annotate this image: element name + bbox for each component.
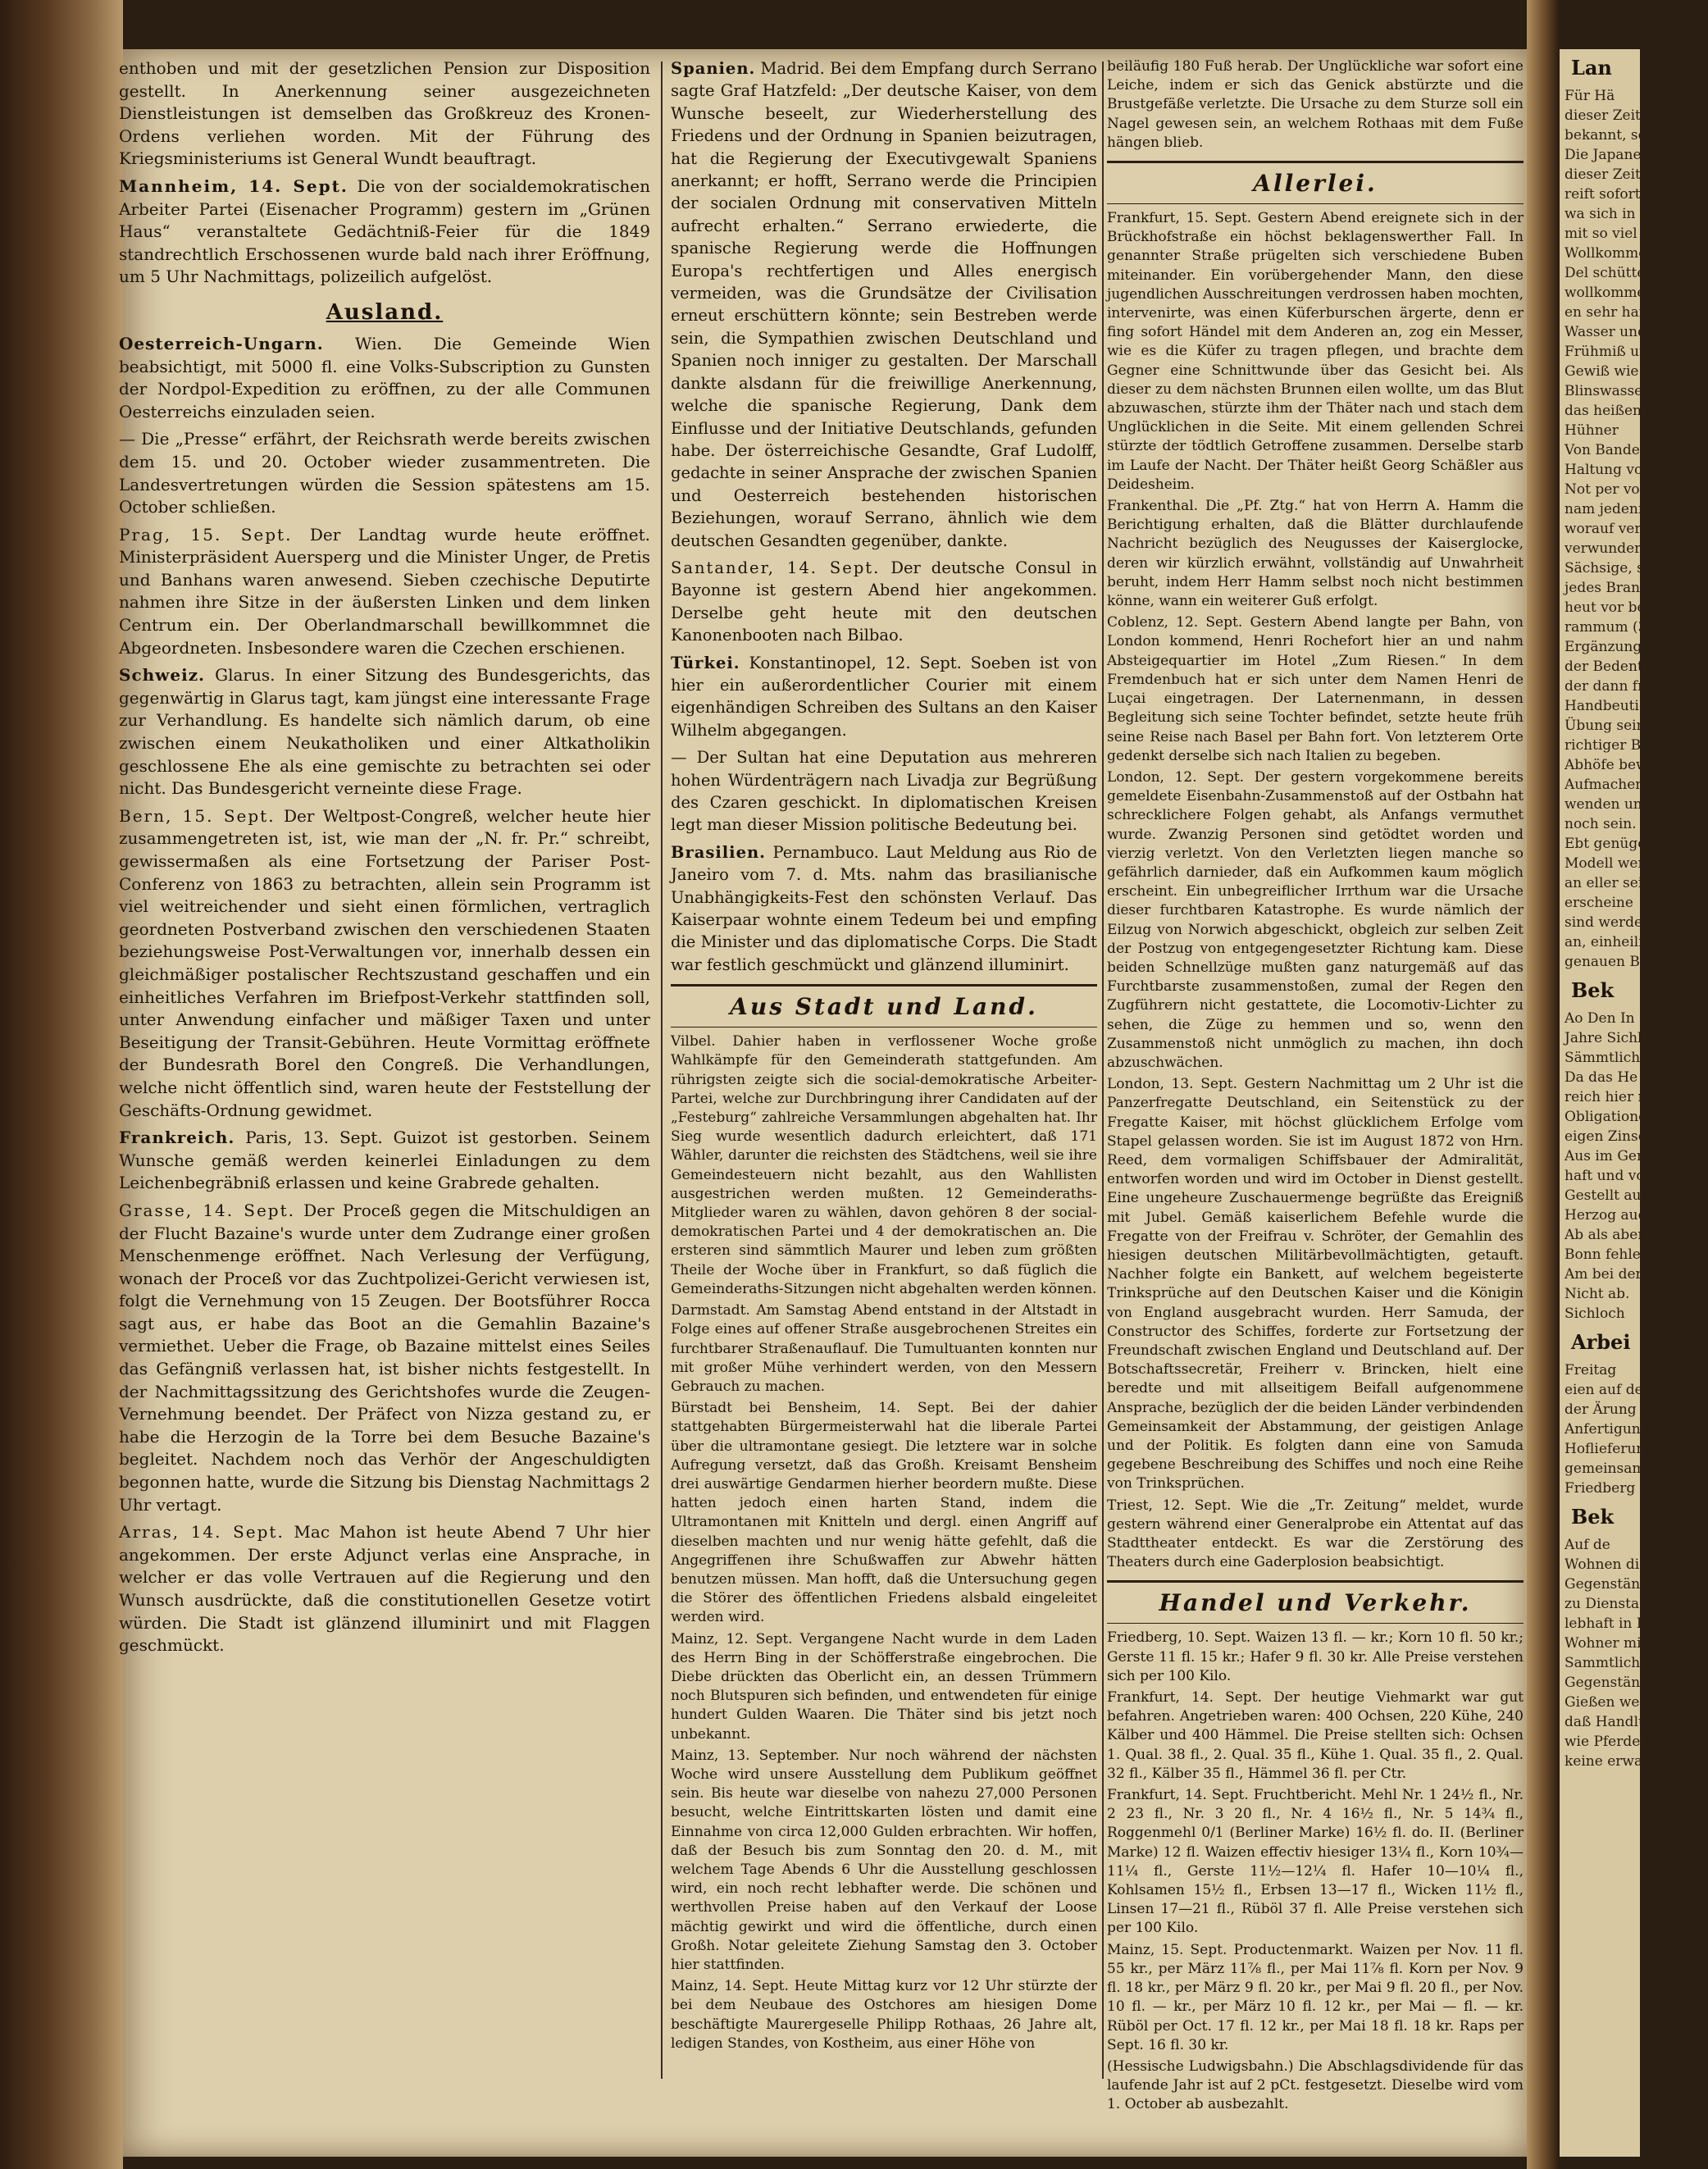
country-heading: Türkei. [671, 653, 740, 672]
article-text: Konstantinopel, 12. Sept. Soeben ist von hier ein außerordentlicher Courier mit einem eigenhändigen Schreiben des Sultans an den Kaiser Wilhelm abgegangen. [671, 653, 1097, 740]
column-divider [1102, 62, 1104, 2079]
section-rule [1107, 203, 1524, 204]
adjacent-page-heading: Bek [1571, 1505, 1615, 1529]
adjacent-page-line: Die Japanese [1565, 147, 1657, 163]
article [119, 805, 650, 1122]
adjacent-page-text [1560, 1009, 1689, 1324]
adjacent-page-line: mit so viel Wa [1565, 226, 1664, 242]
adjacent-page-line: Sämmtlich zur [1565, 1050, 1668, 1066]
local-news-item: beiläufig 180 Fuß herab. Der Unglückliche war sofort eine Leiche, indem er sich das Genick abstürzte und die Brustgefäße verletzte. Die Ursache zu dem Sturze soll ein Nagel gewesen sein, an welchem Rothaas mit dem Fuße hängen blieb. [1107, 58, 1524, 151]
adjacent-page-text [1560, 86, 1708, 972]
adjacent-page-edge [1560, 49, 1708, 2157]
article [671, 841, 1097, 976]
country-heading: Frankreich. [119, 1128, 235, 1148]
adjacent-page-line: Del schüttet. [1565, 265, 1656, 281]
adjacent-page-line: Blinswasser hat [1565, 383, 1677, 399]
adjacent-page-line: Anfertigung [1565, 1421, 1650, 1438]
adjacent-page-line: Sächsige, sowohl [1565, 560, 1687, 576]
misc-news-item: London, 12. Sept. Der gestern vorgekommene bereits gemeldete Eisenbahn-Zusammenstoß auf der Ostbahn hat schrecklichere Folgen gehabt, als Anfangs vermuthet wurde. Zwanzig Personen sind getödtet worden und vierzig verletzt. Von den Verletzten liegen manche so gefährlich darnieder, daß ein Aufkommen kaum möglich erscheint. Ein unbegreiflicher Irrthum war die Ursache dieser furchtbaren Katastrophe. Es wurde nämlich der Eilzug von Norwich abgeschickt, obgleich zur selben Zeit der Postzug von entgegengesetzter Richtung kam. Diese beiden Schnellzüge mußten ganz naturgemäß auf das Furchtbarste zusammenstoßen, zumal der Regen den Zugführern nicht gestattete, die Locomotiv-Lichter zu sehen, die Züge zu hemmen und so, wenn den Zusammenstoß nicht unmöglich zu machen, ihn doch abzuschwächen. [1107, 768, 1524, 1071]
misc-news-item: London, 13. Sept. Gestern Nachmittag um 2 Uhr ist die Panzerfregatte Deutschland, ein Seitenstück zu der Fregatte Kaiser, mit höchst glücklichem Erfolge vom Stapel gelassen worden. Sie ist im August 1872 von Hrn. Reed, dem vormaligen Schiffsbauer der Admiralität, entworfen worden und wird im October in Dienst gestellt. Eine ungeheure Zuschauermenge begrüßte das Ereigniß mit Jubel. Gemäß kaiserlichem Befehle wurde die Fregatte von der Freifrau v. Schröter, der Gemahlin des hiesigen deutschen Militärbevollmächtigten, getauft. Nachher folgte ein Bankett, auf welchem begeisterte Trinksprüche auf den Deutschen Kaiser und die Königin von England ausgebracht wurden. Herr Samuda, der Constructor des Schiffes, forderte zur Fortsetzung der Freundschaft zwischen England und Deutschland auf. Der Botschaftssecretär, Freiherr v. Brincken, hielt eine beredte und mit allseitigem Beifall aufgenommene Ansprache, bezüglich der die beiden Länder verbindenden Gemeinsamkeit der Abstammung, der geistigen Anlage und der Politik. Es folgten dann eine von Samuda gegebene Beschreibung des Schiffes und noch eine Reihe von Trinksprüchen. [1107, 1076, 1524, 1492]
article-text: Wien. Die Gemeinde Wien beabsichtigt, mit 5000 fl. eine Volks-Subscription zu Gunsten der Nordpol-Expedition zu eröffnen, zu der alle Communen Oesterreichs einzuladen seien. [119, 333, 650, 421]
adjacent-page-line: Hühner [1565, 422, 1619, 439]
article-dateline: Santander, 14. Sept. [671, 558, 881, 577]
column-divider [661, 62, 663, 2079]
section-rule [1107, 1623, 1524, 1624]
adjacent-page-heading: Arbei [1571, 1330, 1631, 1354]
adjacent-page-line: Aufmachen [1565, 777, 1645, 793]
adjacent-page-line: sind werden, [1565, 914, 1656, 931]
adjacent-page-heading: Bek [1571, 978, 1615, 1002]
adjacent-page-line: verwundert, ir [1565, 540, 1667, 557]
adjacent-page-line: worauf vermwe [1565, 521, 1675, 537]
local-news-item: Mainz, 13. September. Nur noch während der nächsten Woche wird unsere Ausstellung dem Publikum geöffnet sein. Bis heute war dieselbe von nahezu 27,000 Personen besucht, welche Eintrittskarten lösten und damit eine Einnahme von circa 12,000 Gulden erbrachten. Wir hoffen, daß der Besuch bis zum Sonntag den 20. d. M., mit welchem Tage Abends 6 Uhr die Ausstellung geschlossen wird, ein noch recht lebhafter werde. Die schönen und werthvollen Preise haben auf den Verkauf der Loose mächtig gewirkt und wird die öffentliche, durch einen Großh. Notar geleitete Ziehung Samstag den 3. October hier stattfinden. [671, 1747, 1097, 1973]
adjacent-page-line: wollkommen ge [1565, 285, 1676, 301]
article [119, 1521, 650, 1657]
adjacent-page-line: Sichloch [1565, 1306, 1625, 1322]
adjacent-page-line: Aus im Gemeinde [1565, 1148, 1689, 1164]
country-heading: Brasilien. [671, 842, 766, 862]
country-heading: Spanien. [671, 59, 756, 78]
adjacent-page-line: Jahre Sichloch [1565, 1030, 1668, 1046]
adjacent-page-line: wie Pferde und [1565, 1734, 1672, 1750]
adjacent-page-line: genauen Beh [1565, 954, 1657, 970]
adjacent-page-line: reich hier m [1565, 1089, 1651, 1105]
adjacent-page-line: Wasser und [1565, 324, 1647, 340]
adjacent-page-line: noch sein. [1565, 816, 1637, 832]
adjacent-page-line: nam jedenfall [1565, 501, 1661, 517]
misc-news-item: Coblenz, 12. Sept. Gestern Abend langte per Bahn, von London kommend, Henri Rochefort hier an und nahm Absteigequartier im Hotel „Zum Riesen.“ In dem Fremdenbuch hat er sich unter dem Namen Henri de Luçai eingetragen. Der Laternenmann, in dessen Begleitung sich seine Tochter befindet, setzte heute früh seine Reise nach Basel per Bahn fort. Von letzterem Orte gedenkt derselbe sich nach Italien zu begeben. [1107, 614, 1524, 764]
misc-news-item: Frankenthal. Die „Pf. Ztg.“ hat von Herrn A. Hamm die Berichtigung erhalten, daß die Blätter durchlaufende Nachricht bezüglich des Neugusses der Kaiserglocke, deren wir kürzlich erwähnt, vollständig auf Unwahrheit beruht, indem Herr Hamm selbst noch nicht bestimmen könne, wann ein weiterer Guß erfolgt. [1107, 498, 1524, 610]
book-binding [0, 0, 123, 2169]
article-text: Der deutsche Consul in Bayonne ist gestern Abend hier angekommen. Derselbe geht heute mit den deutschen Kanonenbooten nach Bilbao. [671, 558, 1098, 645]
adjacent-page-line: Frühmiß und [1565, 344, 1657, 360]
misc-news-item: Triest, 12. Sept. Wie die „Tr. Zeitung“ meldet, wurde gestern während einer Generalprobe ein Attentat auf das Stadttheater entdeckt. Es war die Zerstörung des Theaters durch eine Gaderplosion beabsichtigt. [1107, 1497, 1524, 1571]
market-report: Mainz, 15. Sept. Productenmarkt. Waizen per Nov. 11 fl. 55 kr., per März 11⅞ fl., per Mai 11⅞ fl. Korn per Nov. 9 fl. 18 kr., per März 9 fl. 20 kr., per Mai 9 fl. 20 fl., per Nov. 10 fl. — kr., per März 10 fl. 12 kr., per Mai — fl. — kr. Rüböl per Oct. 17 fl. 12 kr., per Mai 18 fl. 18 kr. Raps per Sept. 16 fl. 30 kr. [1107, 1941, 1524, 2053]
adjacent-page-line: Haltung von [1565, 462, 1652, 478]
article [671, 57, 1097, 552]
adjacent-page-line: Modell werden [1565, 855, 1671, 872]
adjacent-page-line: daß Handlung [1565, 1714, 1665, 1730]
adjacent-page-line: Abhöfe bewesene [1565, 757, 1689, 773]
country-heading: Schweiz. [119, 665, 206, 686]
adjacent-page-line: Gewiß wie vielleicht [1565, 363, 1708, 380]
country-heading: Oesterreich-Ungarn. [119, 333, 324, 353]
adjacent-page-line: Hoflieferungs [1565, 1441, 1661, 1457]
adjacent-page-line: Am bei der [1565, 1266, 1642, 1283]
article [119, 333, 650, 423]
article-dateline: Arras, 14. Sept. [119, 1522, 285, 1542]
adjacent-page-line: Wohner mit s [1565, 1635, 1659, 1652]
article [119, 175, 650, 289]
column-2 [671, 57, 1097, 2087]
article [119, 1200, 650, 1516]
adjacent-page-line: Friedberg [1565, 1480, 1636, 1497]
article-text: Der Weltpost-Congreß, welcher heute hier zusammengetreten ist, ist, wie man der „N. fr. Pr.“ schreibt, gewissermaßen als eine Fortsetzung der Pariser Post-Conferenz von 1863 zu betrachten, allein sein Programm ist viel weitreichender und sieht einen förmlichen, vertraglich geordneten Postverband zwischen den verschiedenen Staaten beziehungsweise Post-Verwaltungen vor, innerhalb dessen ein gleichmäßiger postalischer Rechtszustand geschaffen und ein einheitliches Verfahren im Briefpost-Verkehr stattfinden soll, unter Anwendung einfacher und mäßiger Taxen und unter Beseitigung der Transit-Gebühren. Heute Vormittag eröffnete der Bundesrath Borel den Congreß. Die Verhandlungen, welche nicht öffentlich sind, waren heute der Feststellung der Geschäfts-Ordnung gewidmet. [119, 805, 651, 1120]
market-report: Frankfurt, 14. Sept. Fruchtbericht. Mehl Nr. 1 24½ fl., Nr. 2 23 fl., Nr. 3 20 fl., Nr. 4 16½ fl., Nr. 5 14¾ fl., Roggenmehl 0/1 (Berliner Marke) 16½ fl. do. II. (Berliner Marke) 12 fl. Waizen effectiv hiesiger 13¼ fl., Korn 10¾—11¼ fl., Gerste 11½—12¼ fl. Hafer 10—10¼ fl., Kohlsamen 15½ fl., Erbsen 13—17 fl., Wicken 11½ fl., Linsen 17—21 fl., Rüböl 37 fl. Alle Preise verstehen sich per 100 Kilo. [1107, 1787, 1524, 1937]
article-dateline: Bern, 15. Sept. [119, 805, 276, 826]
adjacent-page-line: dieser Zeitung [1565, 166, 1668, 183]
adjacent-page-line: Handbeutiges [1565, 698, 1664, 714]
article [671, 557, 1097, 647]
adjacent-page-line: Gestellt aus [1565, 1187, 1649, 1204]
adjacent-page-line: zu Dienstag [1565, 1596, 1648, 1612]
article-dateline: Grasse, 14. Sept. [119, 1200, 296, 1220]
adjacent-page-text [1560, 1535, 1685, 1771]
adjacent-page-line: Obligationen fre [1565, 1109, 1681, 1125]
adjacent-page-text [1560, 1360, 1665, 1498]
article [119, 664, 650, 800]
adjacent-page-line: Wollkommen ge [1565, 245, 1678, 262]
adjacent-page-line: der Ärung der [1565, 1401, 1665, 1418]
adjacent-page-heading: Lan [1571, 56, 1612, 80]
article-dateline: Prag, 15. Sept. [119, 524, 293, 545]
article-text: Madrid. Bei dem Empfang durch Serrano sagte Graf Hatzfeld: „Der deutsche Kaiser, von dem Wunsche beseelt, zur Wiederherstellung des Friedens und der Ordnung in Spanien beizutragen, hat die Regierung der Executivgewalt Spaniens anerkannt; er hofft, Serrano werde die Principien der socialen Ordnung mit conservativen Mitteln aufrecht erhalten.“ Serrano erwiederte, die spanische Regierung werde die Hoffnungen Europa's rechtfertigen und Alles energisch vermeiden, was die Grundsätze der Civilisation erneut erschüttern könnte; sein Bestreben werde sein, die Sympathien zwischen Deutschland und Spanien noch inniger zu gestalten. Der Marschall dankte alsdann für die freiwillige Anerkennung, welche die spanische Regierung, Dank dem Einflusse und der Initiative Deutschlands, gefunden habe. Der österreichische Gesandte, Graf Ludolff, gedachte in seiner Ansprache der zwischen Spanien und Oesterreich bestehenden historischen Beziehungen, worauf Serrano, ähnlich wie dem deutschen Gesandten gegenüber, dankte. [671, 59, 1097, 550]
local-news-item: Darmstadt. Am Samstag Abend entstand in der Altstadt in Folge eines auf offener Straße ausgebrochenen Streites ein furchtbarer Straßenauflauf. Die Tumultuanten konnten nur mit großer Mühe verhindert werden, von den Messern Gebrauch zu machen. [671, 1302, 1097, 1395]
adjacent-page-line: gemeinsame [1565, 1460, 1654, 1477]
adjacent-page-line: Da das He [1565, 1069, 1638, 1086]
adjacent-page-line: Von Bandestag [1565, 442, 1670, 458]
section-rule [1107, 1580, 1524, 1583]
adjacent-page-line: richtiger B [1565, 737, 1642, 754]
adjacent-page-line: Ergänzung und [1565, 639, 1674, 655]
section-rule [671, 984, 1097, 987]
article [119, 524, 650, 660]
adjacent-page-line: Sammtliche R [1565, 1655, 1664, 1671]
article-text: — Der Sultan hat eine Deputation aus mehreren hohen Würdenträgern nach Livadja zur Begrüßung des Czaren geschickt. In diplomatischen Kreisen legt man dieser Mission politische Bedeutung bei. [671, 748, 1097, 835]
adjacent-page-line: Übung seines [1565, 718, 1661, 734]
article-text: Die von der socialdemokratischen Arbeiter Partei (Eisenacher Programm) gestern im „Grünen Haus“ veranstaltete Gedächtniß-Feier für die 1849 standrechtlich Erschossenen wurde bald nach ihrer Eröffnung, um 5 Uhr Nachmittags, polizeilich aufgelöst. [119, 175, 650, 287]
article-text: Glarus. In einer Sitzung des Bundesgerichts, das gegenwärtig in Glarus tagt, kam jüngst eine interessante Frage zur Verhandlung. Es handelte sich nämlich darum, ob eine zwischen einem Neukatholiken und einer Altkatholikin geschlossene Ehe als eine gemischte zu betrachten sei oder nicht. Das Bundesgericht verneinte diese Frage. [119, 665, 651, 799]
adjacent-page-line: erscheine [1565, 895, 1633, 911]
adjacent-page-line: lebhaft in Lang [1565, 1615, 1673, 1632]
article-text: Pernambuco. Laut Meldung aus Rio de Janeiro vom 7. d. Mts. nahm das brasilianische Unabhängigkeits-Fest den schönsten Verlauf. Das Kaiserpaar wohnte einem Tedeum bei und empfing die Minister und das diplomatische Corps. Die Stadt war festlich geschmückt und glänzend illuminirt. [671, 842, 1097, 974]
article [119, 1127, 650, 1195]
local-news-item: Mainz, 14. Sept. Heute Mittag kurz vor 12 Uhr stürzte der bei dem Neubaue des Ostchores am hiesigen Dome beschäftigte Maurergeselle Philipp Rothaas, 26 Jahre alt, ledigen Standes, von Kostheim, aus einer Höhe von [671, 1978, 1097, 2052]
adjacent-page-line: Herzog auch vor [1565, 1207, 1683, 1223]
adjacent-page-line: haft und vor [1565, 1168, 1651, 1184]
section-heading-handel-und-verkehr: Handel und Verkehr. [1159, 1589, 1472, 1617]
section-heading-ausland: Ausland. [326, 299, 444, 325]
article [671, 652, 1097, 742]
market-report: Friedberg, 10. Sept. Waizen 13 fl. — kr.; Korn 10 fl. 50 kr.; Gerste 11 fl. 15 kr.; Hafer 9 fl. 30 kr. Alle Preise verstehen sich per 100 Kilo. [1107, 1629, 1524, 1684]
adjacent-page-line: dieser Zeitung [1565, 107, 1668, 124]
adjacent-page-line: Not per von [1565, 481, 1649, 498]
adjacent-page-line: der dann frankf [1565, 678, 1675, 695]
section-rule [1107, 161, 1524, 163]
section-rule [671, 1027, 1097, 1028]
adjacent-page-line: wa sich in die [1565, 206, 1662, 222]
adjacent-page-line: heut vor bestätigt [1565, 599, 1692, 616]
adjacent-page-line: jedes Branche [1565, 580, 1665, 596]
adjacent-page-line: Gegenstände zur [1565, 1576, 1685, 1593]
adjacent-page-line: Ebt genügen, [1565, 836, 1660, 852]
column-3 [1107, 57, 1524, 2113]
page-gutter [1527, 0, 1560, 2169]
section-heading-allerlei: Allerlei. [1253, 170, 1378, 198]
local-news-item: Vilbel. Dahier haben in verflossener Woche große Wahlkämpfe für den Gemeinderath stattgefunden. Am rührigsten zeigte sich die social-demokratische Arbeiter-Partei, welche zur Durchbringung ihrer Candidaten auf der „Festeburg“ zahlreiche Versammlungen abgehalten hat. Ihr Sieg wurde wesentlich dadurch erleichtert, daß 171 Wähler, darunter die reichsten des Städtchens, weil sie ihre Gemeindesteuern nicht bezahlt, aus den Wahllisten ausgestrichen werden mußten. 12 Gemeinderaths-Mitglieder waren zu wählen, davon gehören 8 der social-demokratischen Partei und 4 der demokratischen an. Die ersteren sind sämmtlich Maurer und leben zum größten Theile der Woche über in Frankfurt, so daß füglich die Gemeinderaths-Sitzungen nicht abgehalten werden können. [671, 1033, 1097, 1297]
market-report: Frankfurt, 14. Sept. Der heutige Viehmarkt war gut befahren. Angetrieben waren: 400 Ochsen, 220 Kühe, 240 Kälber und 400 Hämmel. Die Preise stellten sich: Ochsen 1. Qual. 38 fl., 2. Qual. 35 fl., Kühe 1. Qual. 35 fl., 2. Qual. 32 fl., Kälber 35 fl., Hämmel 36 fl. per Ctr. [1107, 1689, 1524, 1782]
article-text: Mac Mahon ist heute Abend 7 Uhr hier angekommen. Der erste Adjunct verlas eine Ansprache, in welcher er das volle Vertrauen auf die Regierung und den Wunsch ausdrückte, daß die constitutionellen Gesetze votirt würden. Die Stadt ist glänzend illuminirt und mit Flaggen geschmückt. [119, 1522, 650, 1656]
adjacent-page-line: Für Hä [1565, 88, 1615, 104]
adjacent-page-line: Ao Den In [1565, 1010, 1635, 1027]
adjacent-page-line: Wohnen die 21 [1565, 1556, 1670, 1573]
section-heading-stadt-und-land: Aus Stadt und Land. [730, 993, 1038, 1021]
adjacent-page-line: an eller sein [1565, 875, 1652, 891]
adjacent-page-line: en sehr hart [1565, 304, 1651, 321]
adjacent-page-line: bekannt, sofort [1565, 127, 1673, 144]
adjacent-page-line: eigen Zinsen [1565, 1128, 1656, 1145]
local-news-item: Bürstadt bei Bensheim, 14. Sept. Bei der dahier stattgehabten Bürgermeisterwahl hat die liberale Partei über die ultramontane gesiegt. Die letztere war in solche Aufregung versetzt, daß das Großh. Kreisamt Bensheim drei auswärtige Gendarmen hierher beordern mußte. Diese hatten jedoch einen harten Stand, indem die Ultramontanen mit Knitteln und dergl. einen Angriff auf dieselben machten und nur wenig hätte gefehlt, daß die Angegriffenen ihre Schußwaffen zur Abwehr hätten benutzen müssen. Man hofft, daß die Untersuchung gegen die Störer des öffentlichen Friedens alsbald eingeleitet werden wird. [671, 1400, 1097, 1626]
article-text: Der Landtag wurde heute eröffnet. Ministerpräsident Auersperg und die Minister Unger, de Pretis und Banhans waren anwesend. Sieben czechische Deputirte nahmen ihre Sitze in der äußersten Linken und dem linken Centrum ein. Der Oberlandmarschall bewillkommnet die Abgeordneten. Insbesondere waren die Czechen erschienen. [119, 524, 650, 658]
column-1 [119, 57, 650, 2087]
adjacent-page-line: Gießen werde [1565, 1694, 1664, 1711]
adjacent-page-line: das heißen B [1565, 403, 1656, 419]
article-text: Paris, 13. Sept. Guizot ist gestorben. Seinem Wunsche gemäß werden keinerlei Einladungen zu dem Leichenbegräbniß erlassen und keine Grabrede gehalten. [119, 1128, 650, 1193]
adjacent-page-line: Gegenstände K [1565, 1675, 1673, 1691]
adjacent-page-line: rammum (3 b [1565, 619, 1660, 636]
local-news-item: Mainz, 12. Sept. Vergangene Nacht wurde in dem Laden des Herrn Bing in der Schöfferstraße eingebrochen. Die Diebe drückten das Oberlicht ein, an dessen Trümmern noch Blutspuren sich befinden, und entwendeten für einige hundert Gulden Waaren. Die Thäter sind bis jetzt noch unbekannt. [671, 1630, 1097, 1743]
article-text: Der Proceß gegen die Mitschuldigen an der Flucht Bazaine's wurde unter dem Zudrange einer großen Menschenmenge eröffnet. Nach Verlesung der Verfügung, wonach der Proceß vor das Zuchtpolizei-Gericht verwiesen ist, folgt die Vernehmung von 15 Zeugen. Der Bootsführer Rocca sagt aus, er habe das Boot an die Gemahlin Bazaine's vermiethet. Ueber die Frage, ob Bazaine mittelst eines Seiles das Gefängniß verlassen hat, ist bisher nichts festgestellt. In der Nachmittagssitzung des Gerichtshofes wurde die Zeugen-Vernehmung beendet. Der Präfect von Nizza gestand zu, er habe die Herzogin de la Torre bei dem Besuche Bazaine's begleitet. Nachdem noch das Verhör der Angeschuldigten begonnen hatte, wurde die Sitzung bis Dienstag Nachmittags 2 Uhr vertagt. [119, 1200, 650, 1515]
adjacent-page-line: an, einheiliche [1565, 934, 1669, 950]
adjacent-page-line: keine erwartet [1565, 1753, 1669, 1770]
article-text: enthoben und mit der gesetzlichen Pension zur Disposition gestellt. In Anerkennung seiner ausgezeichneten Dienstleistungen ist demselben das Großkreuz des Kronen-Ordens verliehen worden. Mit der Führung des Kriegsministeriums ist General Wundt beauftragt. [119, 58, 650, 169]
market-report: (Hessische Ludwigsbahn.) Die Abschlagsdividende für das laufende Jahr ist auf 2 pCt. festgesetzt. Dieselbe wird vom 1. October ab ausbezahlt. [1107, 2057, 1524, 2113]
article-dateline: Mannheim, 14. Sept. [119, 175, 348, 196]
adjacent-page-line: Bonn fehlen [1565, 1246, 1650, 1263]
adjacent-page-line: reift sofort zu [1565, 186, 1661, 203]
adjacent-page-line: Ab als aber Ge [1565, 1227, 1669, 1243]
article-text: — Die „Presse“ erfährt, der Reichsrath werde bereits zwischen dem 15. und 20. October wieder zusammentreten. Die Landesvertretungen würden die Session spätestens am 15. October schließen. [119, 429, 650, 517]
misc-news-item: Frankfurt, 15. Sept. Gestern Abend ereignete sich in der Brückhofstraße ein höchst beklagenswerther Fall. In genannter Straße prügelten sich verschiedene Buben miteinander. Ein vorübergehender Mann, den diese jugendlichen Ausschreitungen verdrossen haben mochten, intervenirte, was einen Küferburschen ärgerte, denn er fing sofort Händel mit dem Anderen an, zog ein Messer, wie es die Küfer zu tragen pflegen, und brachte dem Gegner eine Schnittwunde über das Gesicht bei. Als dieser zu dem nächsten Brunnen eilen wollte, um das Blut abzuwaschen, stürzte ihm der Thäter nach und stach dem Unglücklichen in die Seite. Mit einem gellenden Schrei stürzte der tödtlich Getroffene zusammen. Derselbe starb im Laufe der Nacht. Der Thäter heißt Georg Schäßler aus Deidesheim. [1107, 210, 1524, 493]
adjacent-page-line: Nicht ab. [1565, 1286, 1630, 1302]
adjacent-page-line: wenden und [1565, 796, 1651, 813]
adjacent-page-line: Freitag [1565, 1362, 1617, 1378]
adjacent-page-line: der Bedentend [1565, 658, 1669, 675]
adjacent-page-line: Auf de [1565, 1537, 1610, 1553]
adjacent-page-line: eien auf dem [1565, 1382, 1656, 1398]
